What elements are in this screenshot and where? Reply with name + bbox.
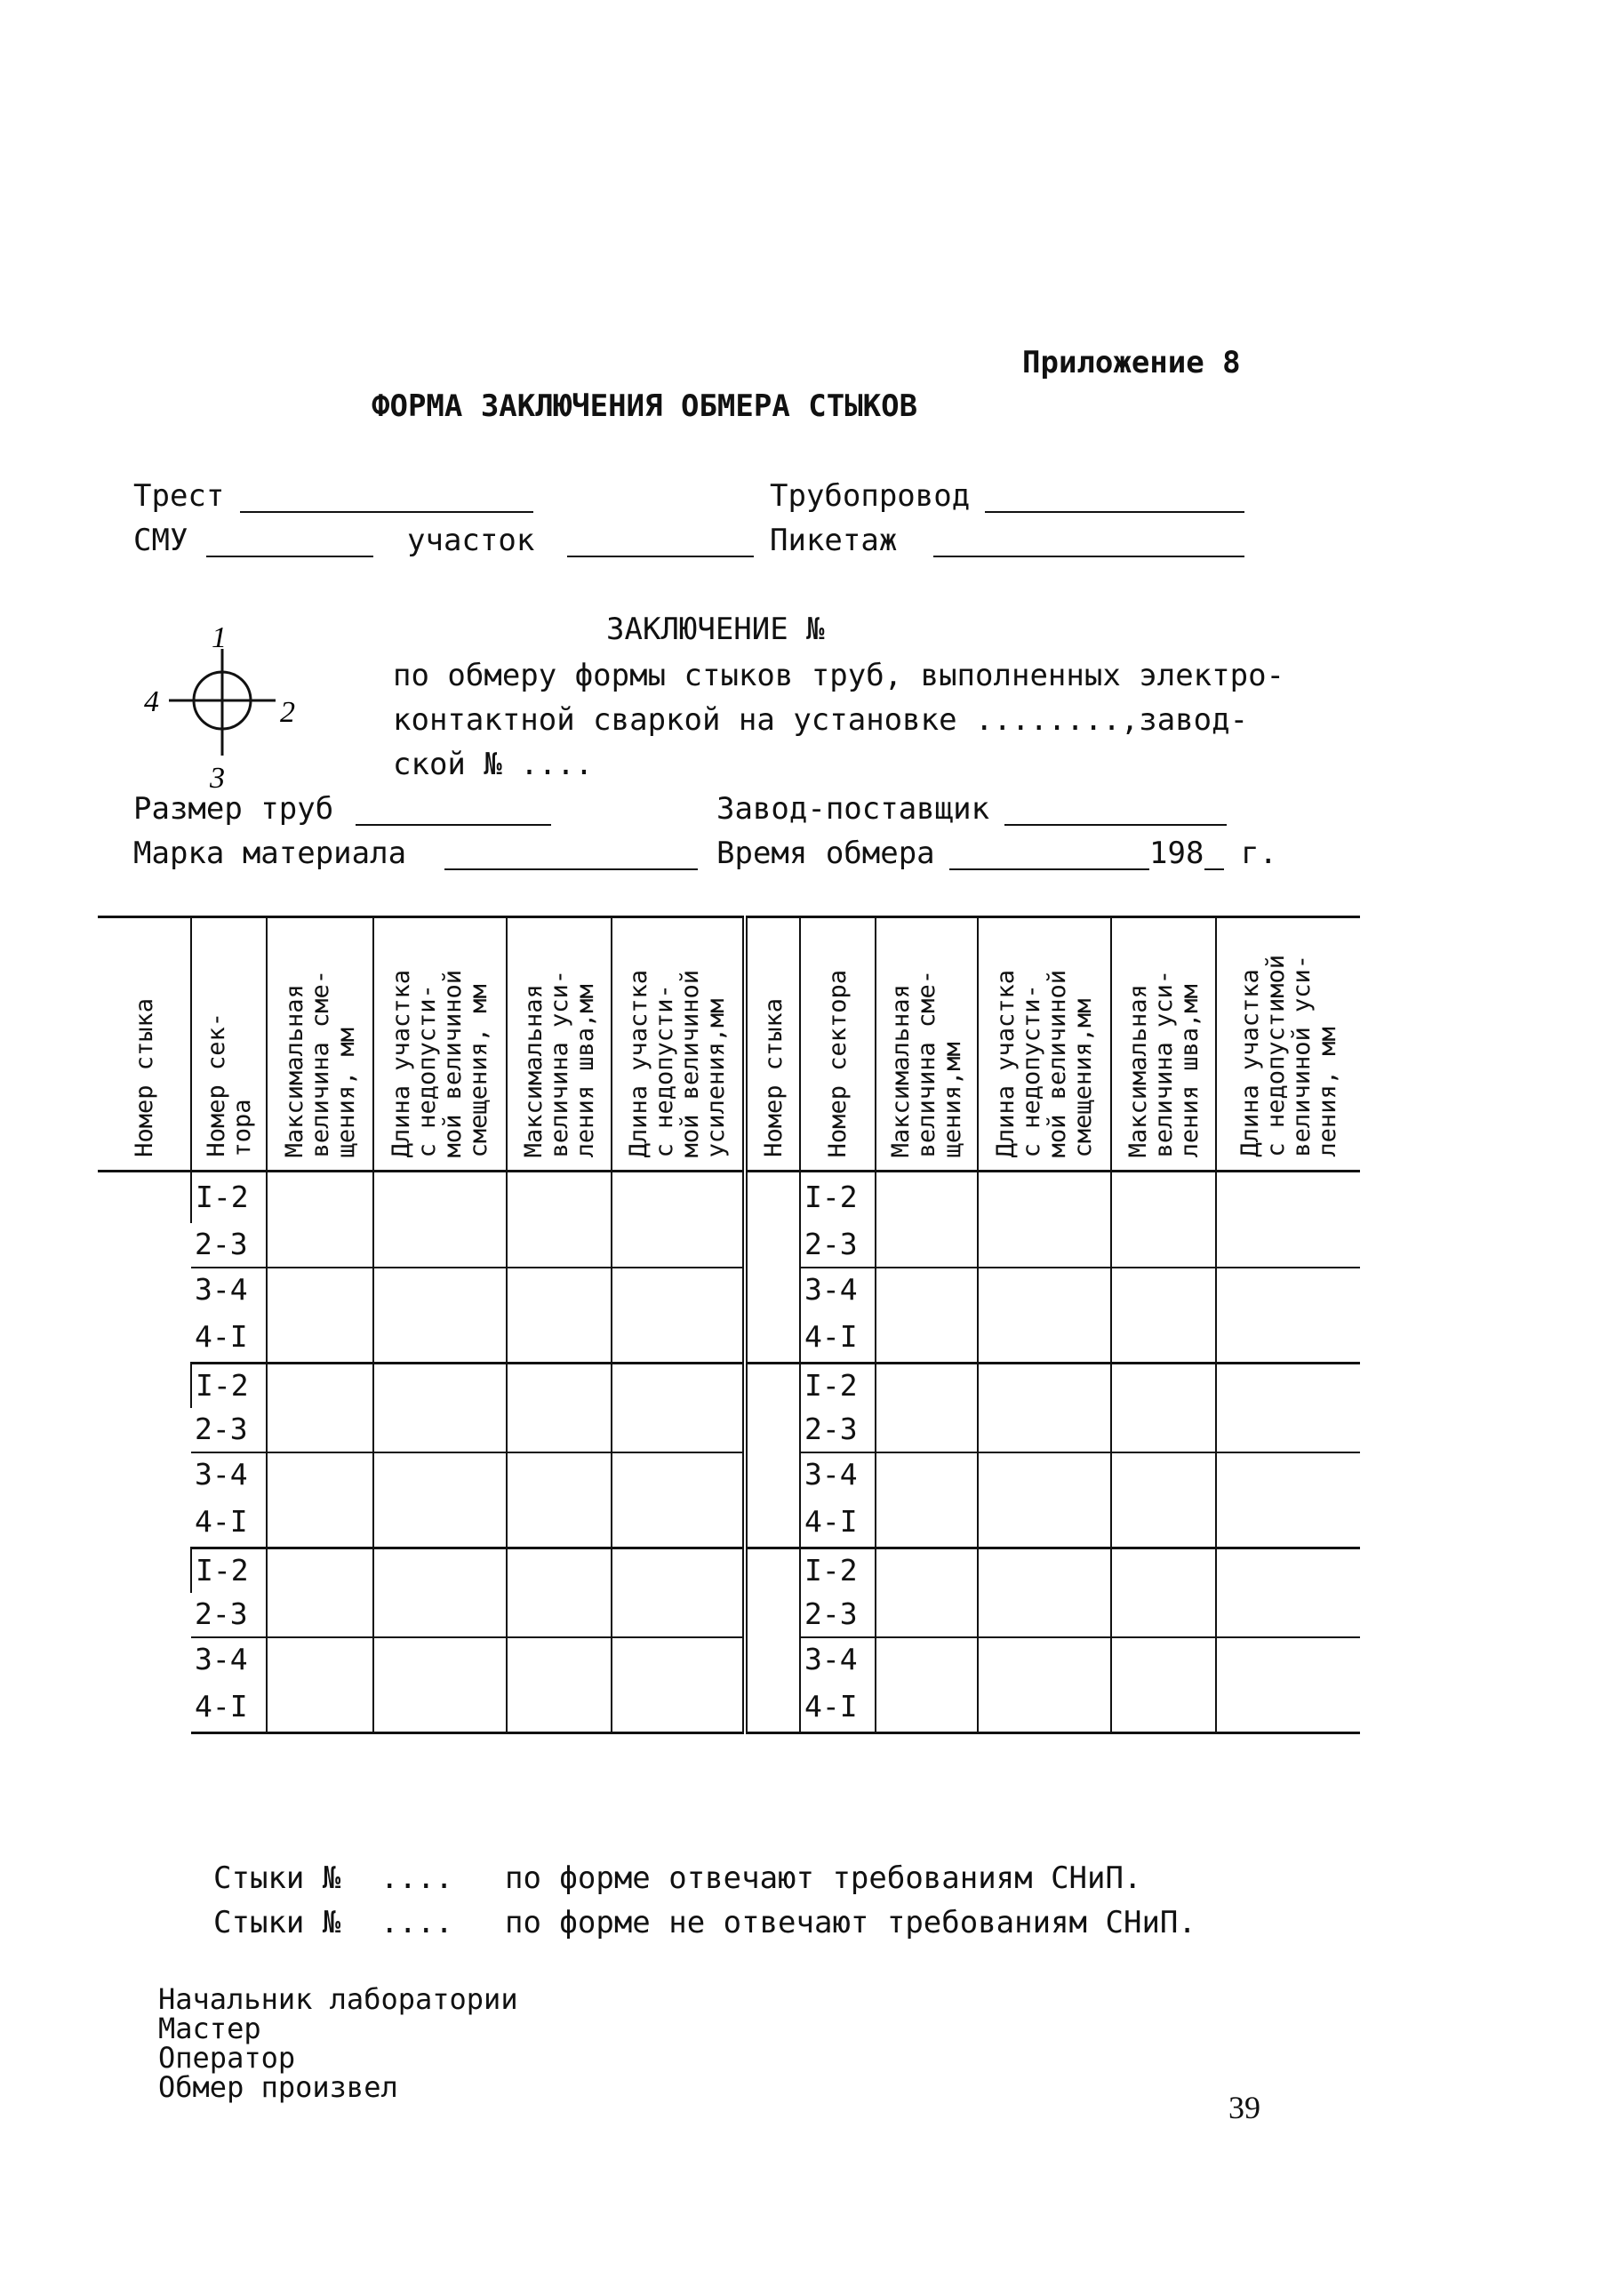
year-digit-line [1204,868,1224,870]
sector-cell: 2-3 [800,1408,876,1452]
joint-cell [745,1172,800,1223]
header-joint-number-2: Номер стыка [745,917,800,1172]
conclusion-line-1: по обмеру формы стыков труб, выполненных электро- [393,658,1285,693]
supplier-label: Завод-поставщик [716,791,990,827]
sector-cell: 4-I [191,1312,267,1364]
sector-cell: I-2 [191,1364,267,1408]
table-row [98,1637,1360,1682]
table-row [98,1364,1360,1408]
diagram-label-2: 2 [280,696,295,729]
sector-cell: I-2 [191,1548,267,1593]
trust-field-line [240,511,533,513]
year-suffix: г. [1241,836,1277,871]
signature-measurer: Обмер произвел [158,2070,398,2104]
joint-measurement-table [98,916,1360,1734]
diagram-label-4: 4 [144,685,159,718]
conclusion-line-3: ской № .... [393,747,594,782]
pipeline-field-line [985,511,1244,513]
smu-label: СМУ [133,523,188,558]
pipe-size-field-line [356,824,551,826]
joint-cell [745,1364,800,1408]
sector-cell: 3-4 [800,1452,876,1497]
year-label: 198 [1149,836,1204,871]
sector-cell: I-2 [800,1364,876,1408]
picket-label: Пикетаж [770,523,898,558]
sector-cell: 3-4 [195,1457,248,1492]
header-max-reinforcement: Максимальная величина уси- ления шва,мм [507,917,612,1172]
sector-cell: 4-I [191,1497,267,1548]
signature-operator: Оператор [158,2041,296,2075]
sector-cell: 2-3 [191,1223,267,1268]
sector-cell: 3-4 [195,1272,248,1307]
header-reinforcement-length: Длина участка с недопусти- мой величиной усиления,мм [612,917,745,1172]
sector-cell: 4-I [800,1682,876,1733]
table-row [98,1593,1360,1637]
table-row [98,1172,1360,1223]
header-reinforcement-length-2: Длина участка с недопустимой величиной уси- ления, мм [1216,917,1360,1172]
measure-time-field-line [949,868,1149,870]
header-sector-number: Номер сек- тора [191,917,267,1172]
sector-cell: 2-3 [800,1223,876,1268]
table-row [98,1223,1360,1268]
trust-label: Трест [133,478,225,514]
header-sector-number-2: Номер сектора [800,917,876,1172]
section-label: участок [407,523,535,558]
joints-bad-label: Стыки № [213,1905,341,1940]
header-max-reinforcement-2: Максимальная величина уси- ления шва,мм [1111,917,1216,1172]
joint-cell [745,1548,800,1593]
sector-cell: 3-4 [195,1642,248,1676]
pipeline-label: Трубопровод [770,478,971,514]
sector-cell: 3-4 [800,1637,876,1682]
table-row [98,1682,1360,1733]
joints-ok-label: Стыки № [213,1860,341,1896]
joint-cell [98,1548,191,1733]
header-max-offset-2: Максимальная величина сме- щения,мм [876,917,978,1172]
table-row [98,1408,1360,1452]
table-row [98,1312,1360,1364]
joints-bad-text: по форме не отвечают требованиям СНиП. [505,1905,1196,1940]
sector-cell: 2-3 [800,1593,876,1637]
sector-cell: 4-I [191,1682,267,1733]
sector-cell: 2-3 [191,1408,267,1452]
conclusion-line-2: контактной сваркой на установке ........,завод- [393,702,1249,738]
joint-cell [98,1364,191,1548]
header-offset-length-2: Длина участка с недопусти- мой величиной смещения,мм [978,917,1111,1172]
sector-cell: I-2 [800,1172,876,1223]
table-row [98,1497,1360,1548]
material-field-line [444,868,698,870]
table-row [98,1452,1360,1497]
sector-cell: I-2 [800,1548,876,1593]
material-label: Марка материала [133,836,407,871]
page-number: 39 [1228,2090,1260,2125]
smu-field-line [206,556,373,557]
appendix-label: Приложение 8 [1022,345,1241,380]
signature-lab-head: Начальник лаборатории [158,1982,518,2016]
section-field-line [567,556,754,557]
signature-master: Мастер [158,2012,261,2045]
header-joint-number: Номер стыка [98,917,191,1172]
sector-cell: 4-I [800,1497,876,1548]
joints-ok-dots: .... [380,1860,453,1896]
sector-cell: 3-4 [800,1268,876,1312]
table-row [98,1548,1360,1593]
supplier-field-line [1004,824,1227,826]
table-row [98,1268,1360,1312]
diagram-label-1: 1 [212,622,227,654]
joint-cell [98,1172,191,1364]
sector-cell: I-2 [191,1172,267,1223]
sector-diagram [133,622,311,800]
conclusion-heading: ЗАКЛЮЧЕНИЕ № [606,612,825,647]
header-offset-length: Длина участка с недопусти- мой величиной смещения, мм [373,917,507,1172]
joints-bad-dots: .... [380,1905,453,1940]
sector-cell: 2-3 [191,1593,267,1637]
header-max-offset: Максимальная величина сме- щения, мм [267,917,373,1172]
picket-field-line [933,556,1244,557]
table-header-row [98,917,1360,1172]
joints-ok-text: по форме отвечают требованиям СНиП. [505,1860,1142,1896]
pipe-size-label: Размер труб [133,791,334,827]
diagram-label-3: 3 [210,762,225,795]
page-title: ФОРМА ЗАКЛЮЧЕНИЯ ОБМЕРА СТЫКОВ [372,388,918,424]
sector-cell: 4-I [800,1312,876,1364]
measure-time-label: Время обмера [716,836,935,871]
